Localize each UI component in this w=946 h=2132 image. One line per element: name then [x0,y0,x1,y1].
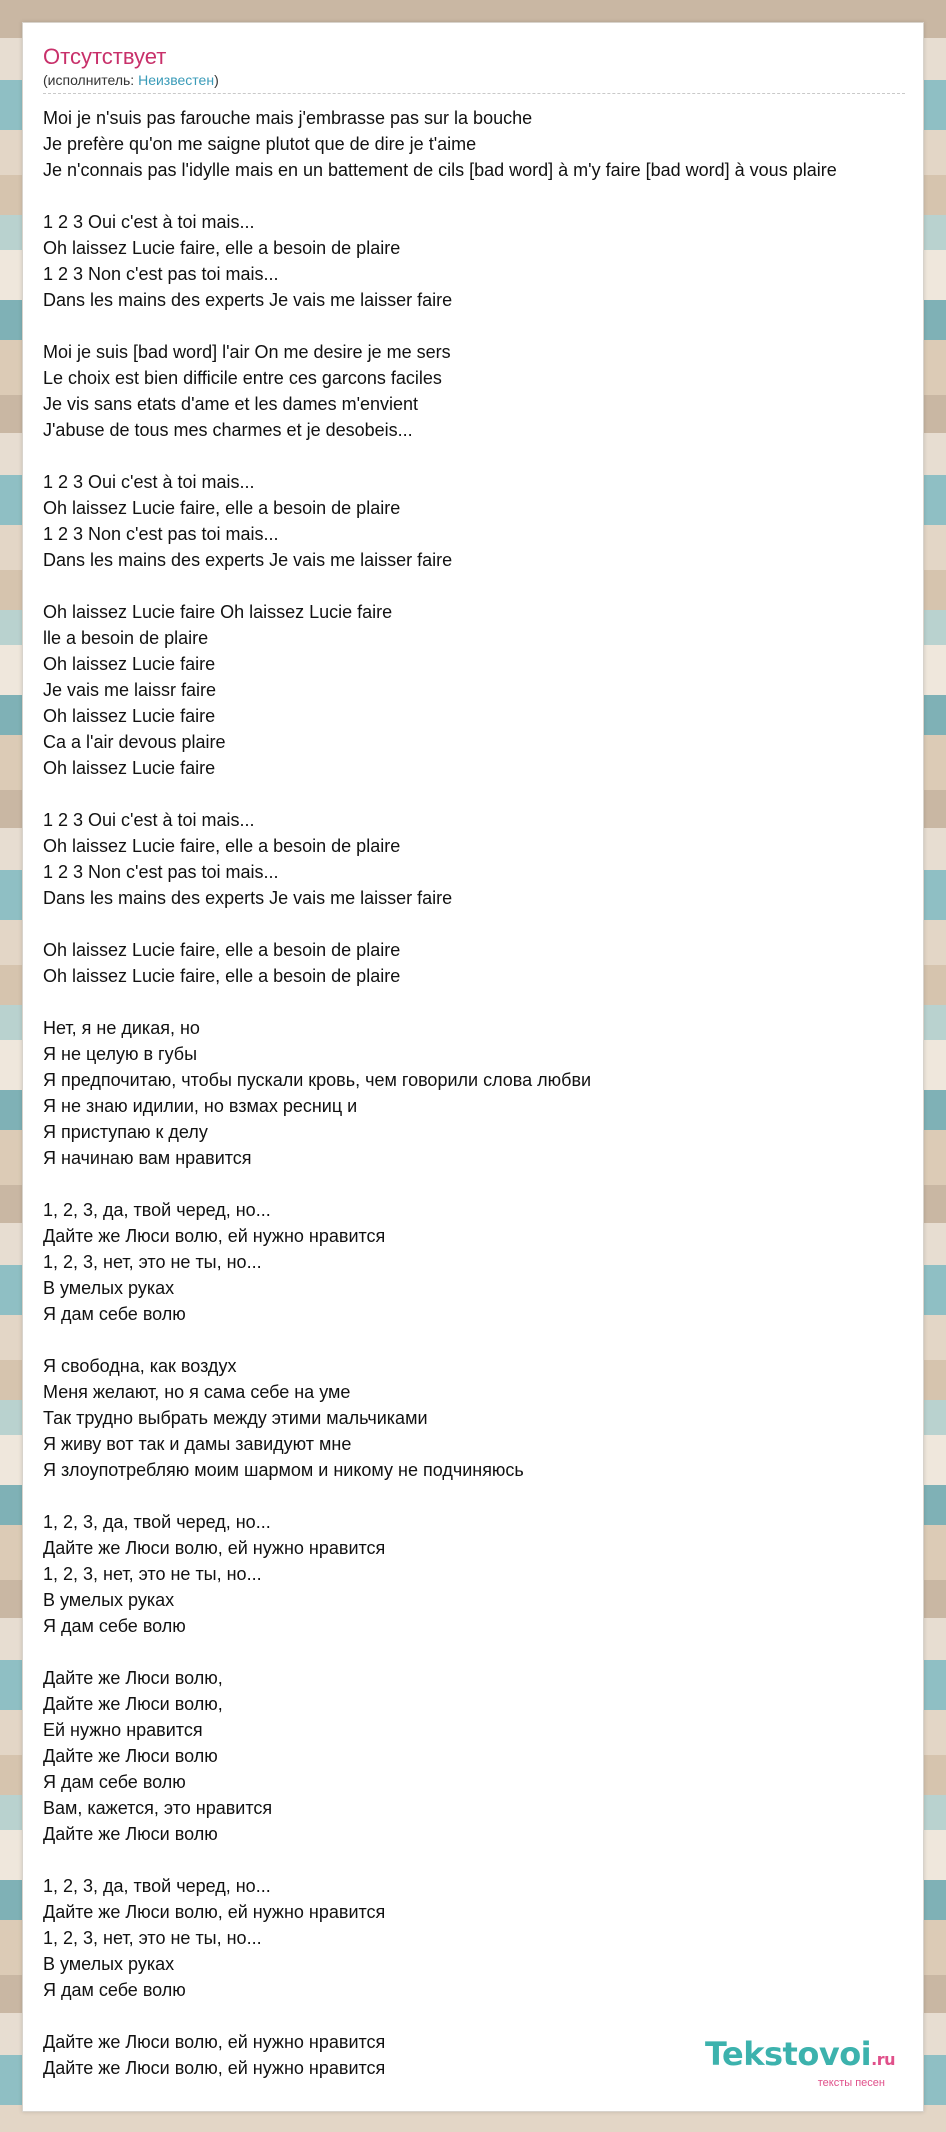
lyric-line: Je vais me laissr faire [43,680,217,700]
lyric-line: Moi je n'suis pas farouche mais j'embrasse pas sur la bouche [43,108,533,128]
lyric-line: Я дам себе волю [43,1304,186,1324]
lyric-line: Я живу вот так и дамы завидуют мне [43,1434,352,1454]
lyric-line: Нет, я не дикая, но [43,1018,200,1038]
lyric-line: Oh laissez Lucie faire, elle a besoin de plaire [43,940,401,960]
lyric-line: 1, 2, 3, да, твой черед, но... [43,1876,271,1896]
artist-line [43,71,905,94]
logo-name: Tekstovoi [704,2035,872,2073]
lyric-line: Je n'connais pas l'idylle mais en un battement de cils [bad word] à m'y faire [bad word] à vous plaire [43,160,837,180]
lyric-line: Я не целую в губы [43,1044,198,1064]
lyric-line: 1 2 3 Oui c'est à toi mais... [43,810,255,830]
artist-link[interactable]: Неизвестен [138,72,215,88]
lyric-line: lle a besoin de plaire [43,628,209,648]
lyric-line: Я дам себе волю [43,1980,186,2000]
lyric-line: Oh laissez Lucie faire Oh laissez Lucie faire [43,602,393,622]
lyric-line: Меня желают, но я сама себе на уме [43,1382,351,1402]
lyric-line: Я приступаю к делу [43,1122,208,1142]
lyric-line: Дайте же Люси волю, ей нужно нравится [43,1226,386,1246]
lyric-line: 1 2 3 Non c'est pas toi mais... [43,264,279,284]
lyric-line: Так трудно выбрать между этими мальчиками [43,1408,428,1428]
stanza-gap [43,1171,923,1197]
stanza-gap [43,573,923,599]
stanza-gap [43,1483,923,1509]
logo-domain: .ru [871,2050,895,2069]
logo-wordmark [705,2037,895,2077]
lyric-line: Moi je suis [bad word] l'air On me desire je me sers [43,342,451,362]
lyric-line: Oh laissez Lucie faire, elle a besoin de plaire [43,498,401,518]
lyric-line: 1, 2, 3, нет, это не ты, но... [43,1252,262,1272]
artist-prefix: (исполнитель: [43,72,139,88]
lyric-line: Oh laissez Lucie faire [43,706,216,726]
stanza-gap [43,2003,923,2029]
lyric-line: Je prefère qu'on me saigne plutot que de dire je t'aime [43,134,477,154]
lyric-line: Ca a l'air devous plaire [43,732,226,752]
stanza-gap [43,911,923,937]
lyric-line: 1, 2, 3, нет, это не ты, но... [43,1928,262,1948]
lyric-line: Дайте же Люси волю, [43,1694,223,1714]
lyric-line: Я дам себе волю [43,1616,186,1636]
lyric-line: Дайте же Люси волю [43,1746,218,1766]
lyric-line: В умелых руках [43,1954,175,1974]
lyrics-card [22,22,924,2112]
stanza-gap [43,183,923,209]
lyric-line: Je vis sans etats d'ame et les dames m'envient [43,394,419,414]
lyrics-text [43,105,923,2081]
lyric-line: Я свободна, как воздух [43,1356,237,1376]
lyric-line: 1, 2, 3, нет, это не ты, но... [43,1564,262,1584]
lyric-line: 1 2 3 Non c'est pas toi mais... [43,524,279,544]
lyric-line: 1, 2, 3, да, твой черед, но... [43,1512,271,1532]
lyric-line: Dans les mains des experts Je vais me laisser faire [43,550,453,570]
lyric-line: Я злоупотребляю моим шармом и никому не подчиняюсь [43,1460,524,1480]
stanza-gap [43,1847,923,1873]
lyric-line: Oh laissez Lucie faire, elle a besoin de plaire [43,966,401,986]
lyric-line: Дайте же Люси волю, ей нужно нравится [43,1538,386,1558]
lyric-line: Ей нужно нравится [43,1720,203,1740]
stanza-gap [43,443,923,469]
stanza-gap [43,781,923,807]
lyric-line: В умелых руках [43,1278,175,1298]
lyric-line: Вам, кажется, это нравится [43,1798,273,1818]
lyric-line: Le choix est bien difficile entre ces garcons faciles [43,368,442,388]
lyric-line: J'abuse de tous mes charmes et je desobeis... [43,420,413,440]
lyric-line: 1 2 3 Oui c'est à toi mais... [43,212,255,232]
lyric-line: Я начинаю вам нравится [43,1148,252,1168]
lyric-line: Я дам себе волю [43,1772,186,1792]
artist-suffix: ) [214,72,219,88]
logo-tagline: тексты песен [817,2077,885,2089]
stanza-gap [43,313,923,339]
lyric-line: 1 2 3 Oui c'est à toi mais... [43,472,255,492]
lyric-line: Я не знаю идилии, но взмах ресниц и [43,1096,358,1116]
stanza-gap [43,989,923,1015]
lyric-line: 1, 2, 3, да, твой черед, но... [43,1200,271,1220]
lyric-line: Дайте же Люси волю, [43,1668,223,1688]
lyric-line: В умелых руках [43,1590,175,1610]
lyric-line: Oh laissez Lucie faire, elle a besoin de plaire [43,238,401,258]
lyric-line: Dans les mains des experts Je vais me laisser faire [43,888,453,908]
lyric-line: 1 2 3 Non c'est pas toi mais... [43,862,279,882]
lyric-line: Дайте же Люси волю [43,1824,218,1844]
lyric-line: Дайте же Люси волю, ей нужно нравится [43,2058,386,2078]
lyric-line: Я предпочитаю, чтобы пускали кровь, чем говорили слова любви [43,1070,592,1090]
stanza-gap [43,1639,923,1665]
song-title: Отсутствует [43,44,167,69]
lyric-line: Dans les mains des experts Je vais me laisser faire [43,290,453,310]
lyric-line: Oh laissez Lucie faire [43,654,216,674]
site-logo[interactable] [705,2037,895,2089]
lyric-line: Дайте же Люси волю, ей нужно нравится [43,2032,386,2052]
song-header [43,43,905,94]
lyric-line: Oh laissez Lucie faire, elle a besoin de plaire [43,836,401,856]
lyric-line: Oh laissez Lucie faire [43,758,216,778]
stanza-gap [43,1327,923,1353]
lyric-line: Дайте же Люси волю, ей нужно нравится [43,1902,386,1922]
